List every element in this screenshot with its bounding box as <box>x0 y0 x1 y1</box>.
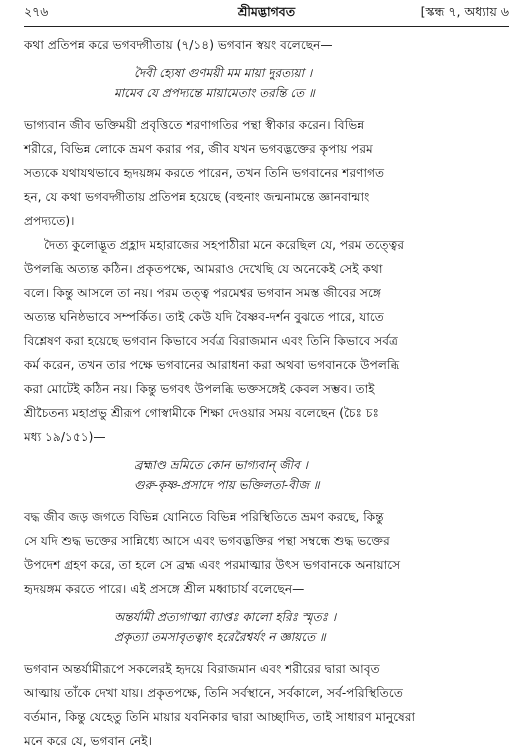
paragraph-line: করা মোটেই কঠিন নয়। কিন্তু ভগবৎ উপলব্ধি ভক্তসঙ্গেই কেবল সম্ভব। তাই <box>24 382 375 396</box>
paragraph-line: বদ্ধ জীব জড় জগতে বিভিন্ন যোনিতে বিভিন্ন পরিস্থিতিতে ভ্রমণ করছে, কিন্তু <box>24 510 384 524</box>
verse-line: দৈবী হ্যেষা গুণময়ী মম মায়া দুরত্যয়া । <box>134 66 313 80</box>
paragraph-line: কর্ম করেন, তখন তার পক্ষে ভগবানের আরাধনা করা অথবা ভগবানকে উপলব্ধি <box>24 358 400 372</box>
paragraph-line: শ্রীচৈতন্য মহাপ্রভু শ্রীরূপ গোস্বামীকে শিক্ষা দেওয়ার সময় বলেছেন (চৈঃ চঃ <box>24 406 379 420</box>
paragraph-line: বর্তমান, কিন্তু যেহেতু তিনি মায়ার যবনিকার দ্বারা আচ্ছাদিত, তাই সাধারণ মানুষেরা <box>24 710 416 724</box>
page-body <box>24 33 509 753</box>
verse-line: অন্তর্যামী প্রত্যগাত্মা ব্যাপ্তঃ কালো হরিঃ স্মৃতঃ । <box>114 610 337 624</box>
verse-line: মামেব যে প্রপদ্যন্তে মায়ামেতাং তরন্তি তে ॥ <box>114 86 315 100</box>
book-title: শ্রীমদ্ভাগবত <box>237 4 296 19</box>
verse-line: গুরু-কৃষ্ণ-প্রসাদে পায় ভক্তিলতা-বীজ ॥ <box>134 478 320 492</box>
header-rule <box>24 26 509 27</box>
verse-line: ব্রহ্মাণ্ড ভ্রমিতে কোন ভাগ্যবান্ জীব । <box>134 458 308 472</box>
paragraph-line: অত্যন্ত ঘনিষ্ঠভাবে সম্পর্কিত। তাই কেউ যদি বৈষ্ণব-দর্শন বুঝতে পারে, যাতে <box>24 310 384 324</box>
paragraph-line: উপদেশ গ্রহণ করে, তা হলে সে ব্রহ্ম এবং পরমাত্মার উৎস ভগবানকে অনায়াসে <box>24 558 401 572</box>
paragraph-line: প্রপদ্যতে)। <box>24 214 75 228</box>
paragraph-line: মনে করে যে, ভগবান নেই। <box>24 734 152 748</box>
paragraph-line: কথা প্রতিপন্ন করে ভগবদ্গীতায় (৭/১৪) ভগবান স্বয়ং বলেছেন— <box>24 38 333 52</box>
verse-line: প্রকৃত্যা তমসাবৃতত্বাৎ হরেরৈশ্বর্যং ন জ্ঞায়তে ॥ <box>114 630 326 644</box>
paragraph-line: শরীরে, বিভিন্ন লোকে ভ্রমণ করার পর, জীব যখন ভগবদ্ভক্তের কৃপায় পরম <box>24 142 373 156</box>
paragraph-line: ভগবান অন্তর্যামীরূপে সকলেরই হৃদয়ে বিরাজমান এবং শরীরের দ্বারা আবৃত <box>24 662 380 676</box>
paragraph-line: ভাগ্যবান জীব ভক্তিময়ী প্রবৃত্তিতে শরণাগতির পন্থা স্বীকার করেন। বিভিন্ন <box>24 118 365 132</box>
paragraph-line: সে যদি শুদ্ধ ভক্তের সান্নিধ্যে আসে এবং ভগবদ্ভক্তির পন্থা সম্বন্ধে শুদ্ধ ভক্তের <box>24 534 390 548</box>
paragraph-line: হন, যে কথা ভগবদ্গীতায় প্রতিপন্ন হয়েছে (বহুনাং জন্মনামন্তে জ্ঞানবান্মাং <box>24 190 370 204</box>
paragraph-line: মধ্য ১৯/১৫১)— <box>24 430 106 444</box>
paragraph-line: বলে। কিন্তু আসলে তা নয়। পরম তত্ত্ব পরমেশ্বর ভগবান সমস্ত জীবের সঙ্গে <box>24 286 381 300</box>
canto-chapter-label: [স্কন্ধ ৭, অধ্যায় ৬ <box>420 4 509 19</box>
page-number: ২৭৬ <box>24 4 49 19</box>
page-header <box>24 4 509 26</box>
paragraph-line: দৈত্য কুলোদ্ভূত প্রহ্লাদ মহারাজের সহপাঠীরা মনে করেছিল যে, পরম তত্ত্বের <box>44 238 405 252</box>
paragraph-line: আত্মায় তাঁকে দেখা যায়। প্রকৃতপক্ষে, তিনি সর্বস্থানে, সর্বকালে, সর্ব-পরিস্থিতিতে <box>24 686 403 700</box>
paragraph-line: উপলব্ধি অত্যন্ত কঠিন। প্রকৃতপক্ষে, আমরাও দেখেছি যে অনেকেই সেই কথা <box>24 262 383 276</box>
paragraph-line: সত্যকে যথাযথভাবে হৃদয়ঙ্গম করতে পারেন, তখন তিনি ভগবানের শরণাগত <box>24 166 385 180</box>
paragraph-line: হৃদয়ঙ্গম করতে পারে। এই প্রসঙ্গে শ্রীল মধ্বাচার্য বলেছেন— <box>24 582 305 596</box>
paragraph-line: বিশ্লেষণ করা হয়েছে ভগবান কিভাবে সর্বত্র বিরাজমান এবং তিনি কিভাবে সর্বত্র <box>24 334 399 348</box>
